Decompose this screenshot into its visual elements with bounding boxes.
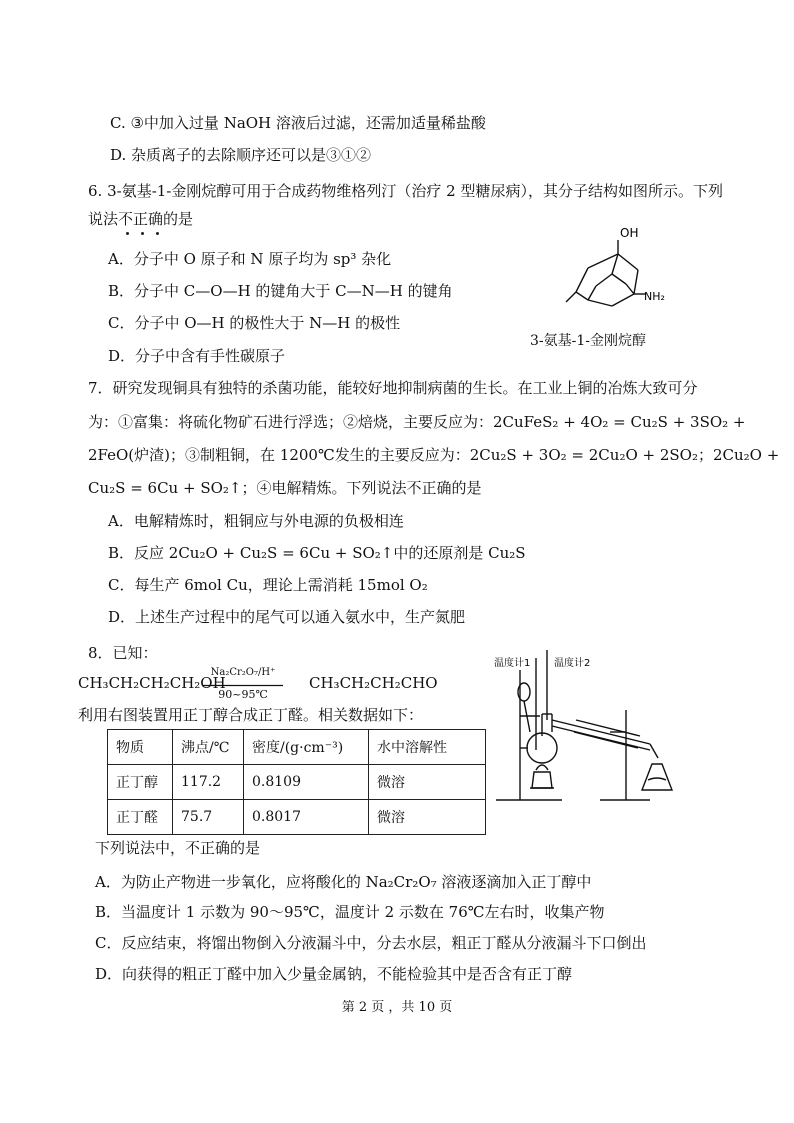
table-header-cell: 沸点/℃ (173, 730, 244, 765)
table-cell: 微溶 (369, 765, 486, 800)
q6-stem-line1: 6. 3-氨基-1-金刚烷醇可用于合成药物维格列汀（治疗 2 型糖尿病），其分子结构如图所示。下列 (88, 182, 723, 200)
table-cell: 0.8109 (244, 765, 369, 800)
q6-option-d: D．分子中含有手性碳原子 (108, 347, 286, 365)
table-cell: 75.7 (173, 800, 244, 835)
q6-option-c: C．分子中 O—H 的极性大于 N—H 的极性 (108, 314, 401, 332)
reactant-formula: CH₃CH₂CH₂CH₂OH (78, 674, 226, 692)
table-header-cell: 物质 (108, 730, 173, 765)
emphasis-dot (156, 232, 159, 235)
table-row (108, 765, 486, 800)
q7-stem-line4: Cu₂S = 6Cu + SO₂↑；④电解精炼。下列说法不正确的是 (88, 479, 482, 497)
q7-option-d: D．上述生产过程中的尾气可以通入氨水中，生产氮肥 (108, 608, 466, 626)
table-cell: 微溶 (369, 800, 486, 835)
q8-option-a: A．为防止产物进一步氧化，应将酸化的 Na₂Cr₂O₇ 溶液逐滴加入正丁醇中 (95, 873, 592, 891)
q5-option-d: D. 杂质离子的去除顺序还可以是③①② (110, 146, 372, 164)
page-footer: 第 2 页 ，共 10 页 (341, 1000, 453, 1015)
q7-option-b: B．反应 2Cu₂O + Cu₂S = 6Cu + SO₂↑中的还原剂是 Cu₂S (108, 544, 526, 562)
q6-option-b: B．分子中 C—O—H 的键角大于 C—N—H 的键角 (108, 282, 453, 300)
reaction-reagent: Na₂Cr₂O₇/H⁺ (210, 667, 276, 678)
q7-stem-line1: 7．研究发现铜具有独特的杀菌功能，能较好地抑制病菌的生长。在工业上铜的冶炼大致可分 (88, 379, 698, 397)
emphasis-dot (126, 232, 129, 235)
q6-stem-line2: 说法不正确的是 (88, 210, 194, 228)
q8-option-c: C．反应结束，将馏出物倒入分液漏斗中，分去水层，粗正丁醛从分液漏斗下口倒出 (95, 934, 647, 952)
nh2-group-label: NH₂ (644, 290, 665, 303)
emphasis-dot (141, 232, 144, 235)
arrow-icon (203, 684, 283, 687)
table-header-row (108, 730, 486, 765)
q8-option-d: D．向获得的粗正丁醛中加入少量金属钠，不能检验其中是否含有正丁醇 (95, 965, 573, 983)
q6-option-a: A．分子中 O 原子和 N 原子均为 sp³ 杂化 (108, 250, 392, 268)
q8-option-b: B．当温度计 1 示数为 90～95℃，温度计 2 示数在 76℃左右时，收集产物 (95, 903, 605, 921)
table-cell: 正丁醇 (108, 765, 173, 800)
table-row (108, 800, 486, 835)
q7-stem-line3: 2FeO(炉渣)；③制粗铜，在 1200℃发生的主要反应为：2Cu₂S + 3O₂ = 2Cu₂O + 2SO₂；2Cu₂O + (88, 446, 780, 464)
table-cell: 0.8017 (244, 800, 369, 835)
table-cell: 正丁醛 (108, 800, 173, 835)
q8-intro: 8．已知： (88, 644, 158, 662)
table-cell: 117.2 (173, 765, 244, 800)
q5-option-c: C. ③中加入过量 NaOH 溶液后过滤，还需加适量稀盐酸 (110, 114, 486, 132)
product-formula: CH₃CH₂CH₂CHO (309, 674, 438, 692)
table-header-cell: 水中溶解性 (369, 730, 486, 765)
adamantane-molecule-figure (540, 218, 680, 328)
q7-stem-line2: 为：①富集：将硫化物矿石进行浮选；②焙烧，主要反应为：2CuFeS₂ + 4O₂ = Cu₂S + 3SO₂ + (88, 413, 746, 431)
q7-option-a: A．电解精炼时，粗铜应与外电源的负极相连 (108, 512, 404, 530)
thermometer1-label: 温度计1 (494, 658, 531, 669)
reaction-arrow (203, 667, 283, 703)
q8-setup-text: 利用右图装置用正丁醇合成正丁醛。相关数据如下： (78, 706, 424, 724)
table-header-cell: 密度/(g·cm⁻³) (244, 730, 369, 765)
q7-option-c: C．每生产 6mol Cu，理论上需消耗 15mol O₂ (108, 576, 428, 594)
distillation-apparatus-figure (490, 640, 700, 805)
oh-group-label: OH (620, 226, 639, 240)
thermometer2-label: 温度计2 (554, 658, 591, 669)
data-table (107, 729, 486, 835)
reaction-condition: 90~95℃ (218, 688, 268, 701)
molecule-caption: 3-氨基-1-金刚烷醇 (530, 333, 647, 349)
q8-prompt: 下列说法中，不正确的是 (95, 839, 261, 857)
